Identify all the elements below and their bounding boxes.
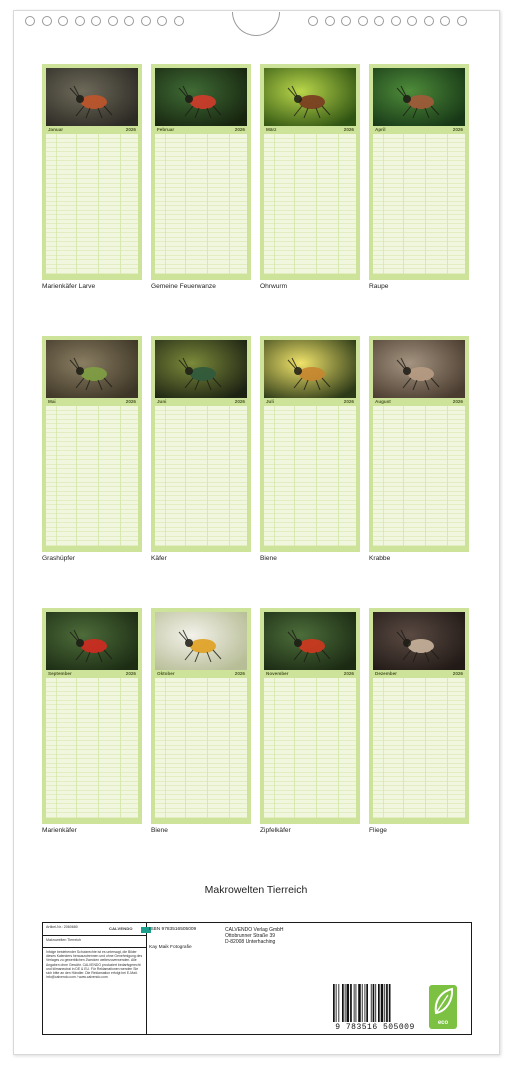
insect-icon (46, 68, 138, 126)
insect-photo (46, 612, 138, 670)
grid-column-line (338, 406, 339, 546)
info-left-column (43, 923, 147, 1034)
month-name: Dezember (375, 671, 397, 676)
month-card-5 (42, 336, 142, 562)
barcode-bar (358, 984, 361, 1022)
insect-icon (46, 612, 138, 670)
month-year: 2026 (125, 671, 136, 676)
month-name: August (375, 399, 391, 404)
insect-icon (373, 612, 465, 670)
insect-icon (155, 68, 247, 126)
photo-caption: Käfer (151, 555, 167, 562)
month-name: April (375, 127, 386, 132)
address-line: CALVENDO Verlag GmbH (225, 927, 284, 933)
month-header (155, 671, 247, 677)
month-name: Juni (157, 399, 167, 404)
leaf-icon (429, 985, 457, 1019)
photo-caption: Gemeine Feuerwanze (151, 283, 216, 290)
insect-photo (46, 68, 138, 126)
eco-label: eco (437, 1020, 449, 1026)
photo-caption: Marienkäfer Larve (42, 283, 96, 290)
month-header (373, 127, 465, 133)
insect-photo (373, 68, 465, 126)
month-year: 2026 (452, 399, 463, 404)
barcode-bar (381, 984, 384, 1022)
grid-column-line (207, 678, 208, 818)
barcode-bar (338, 984, 339, 1022)
calendar-title: Makrowelten Tierreich (204, 884, 308, 896)
photo-caption: Ohrwurm (260, 283, 288, 290)
article-number: Artikel-Nr.: 2060680 (46, 925, 78, 929)
insect-photo (46, 340, 138, 398)
day-grid (264, 678, 356, 818)
month-name: März (266, 127, 277, 132)
month-frame (260, 608, 360, 824)
grid-column-line (185, 678, 186, 818)
day-grid (155, 406, 247, 546)
photo-caption: Zipfelkäfer (260, 827, 291, 834)
month-card-2 (151, 64, 251, 290)
day-grid (264, 406, 356, 546)
month-header (373, 671, 465, 677)
address-line: D-82008 Unterhaching (225, 939, 276, 945)
insect-icon (264, 340, 356, 398)
barcode-bar (366, 984, 368, 1022)
month-year: 2026 (452, 671, 463, 676)
grid-column-line (120, 134, 121, 274)
month-frame (151, 608, 251, 824)
grid-column-line (338, 678, 339, 818)
month-frame (151, 336, 251, 552)
month-frame (369, 336, 469, 552)
grid-column-line (120, 678, 121, 818)
month-year: 2026 (343, 671, 354, 676)
day-grid (373, 678, 465, 818)
month-card-3 (260, 64, 360, 290)
month-card-12 (369, 608, 469, 834)
month-card-4 (369, 64, 469, 290)
photo-caption: Marienkäfer (42, 827, 77, 834)
barcode-bar (342, 984, 344, 1022)
month-header (155, 399, 247, 405)
insect-icon (155, 612, 247, 670)
month-year: 2026 (234, 127, 245, 132)
grid-column-line (98, 134, 99, 274)
grid-column-line (120, 406, 121, 546)
day-grid (46, 678, 138, 818)
photo-caption: Fliege (369, 827, 387, 834)
month-name: Oktober (157, 671, 175, 676)
grid-column-line (98, 678, 99, 818)
barcode-bar (356, 984, 357, 1022)
month-header (373, 399, 465, 405)
article-row (43, 923, 146, 936)
grid-column-line (316, 678, 317, 818)
day-grid (264, 134, 356, 274)
insect-photo (373, 612, 465, 670)
month-year: 2026 (125, 127, 136, 132)
barcode-bar (362, 984, 363, 1022)
month-name: Januar (48, 127, 64, 132)
isbn-column (149, 927, 196, 951)
grid-column-line (425, 678, 426, 818)
grid-column-line (294, 406, 295, 546)
insect-icon (46, 340, 138, 398)
barcode-bar (345, 984, 346, 1022)
month-frame (151, 64, 251, 280)
insect-photo (373, 340, 465, 398)
grid-column-line (316, 406, 317, 546)
grid-column-line (185, 134, 186, 274)
barcode-bar (333, 984, 335, 1022)
month-frame (260, 64, 360, 280)
month-card-8 (369, 336, 469, 562)
month-header (264, 671, 356, 677)
grid-column-line (425, 134, 426, 274)
month-card-7 (260, 336, 360, 562)
barcode-number: 9 783516 505009 (335, 1023, 415, 1032)
grid-column-line (403, 406, 404, 546)
photo-caption: Krabbe (369, 555, 391, 562)
month-header (264, 127, 356, 133)
grid-column-line (76, 134, 77, 274)
grid-column-line (185, 406, 186, 546)
month-card-1 (42, 64, 142, 290)
insect-icon (264, 612, 356, 670)
month-name: Mai (48, 399, 56, 404)
month-name: September (48, 671, 72, 676)
grid-column-line (294, 678, 295, 818)
publisher-address (225, 927, 284, 945)
month-card-10 (151, 608, 251, 834)
month-card-6 (151, 336, 251, 562)
photo-caption: Biene (260, 555, 277, 562)
barcode-bar (378, 984, 380, 1022)
grid-column-line (447, 406, 448, 546)
grid-column-line (425, 406, 426, 546)
barcode-bar (389, 984, 391, 1022)
month-frame (369, 64, 469, 280)
photo-caption: Grashüpfer (42, 555, 75, 562)
grid-column-line (447, 134, 448, 274)
grid-column-line (207, 134, 208, 274)
barcode-bar (373, 984, 375, 1022)
month-header (264, 399, 356, 405)
day-grid (155, 134, 247, 274)
address-line: Ottobrunner Straße 39 (225, 933, 276, 939)
insect-photo (155, 612, 247, 670)
grid-column-line (403, 678, 404, 818)
insect-photo (264, 612, 356, 670)
barcode (331, 984, 417, 1022)
barcode-bar (350, 984, 352, 1022)
barcode-bar (384, 984, 385, 1022)
day-grid (373, 134, 465, 274)
month-year: 2026 (234, 671, 245, 676)
grid-column-line (207, 406, 208, 546)
month-year: 2026 (343, 399, 354, 404)
day-grid (155, 678, 247, 818)
month-name: November (266, 671, 289, 676)
product-title: Makrowelten Tierreich (46, 938, 82, 942)
eco-badge (429, 985, 457, 1029)
barcode-bar (354, 984, 355, 1022)
grid-column-line (76, 678, 77, 818)
grid-column-line (98, 406, 99, 546)
product-info-box (42, 922, 472, 1035)
barcode-bar (336, 984, 337, 1022)
grid-column-line (447, 678, 448, 818)
month-year: 2026 (452, 127, 463, 132)
grid-column-line (229, 678, 230, 818)
month-card-9 (42, 608, 142, 834)
insect-photo (264, 340, 356, 398)
author: Kay Maik Fotografie (149, 945, 192, 950)
month-header (46, 399, 138, 405)
isbn: ISBN 9783516505009 (149, 927, 197, 932)
insect-icon (373, 68, 465, 126)
month-header (46, 671, 138, 677)
photo-caption: Raupe (369, 283, 389, 290)
month-header (155, 127, 247, 133)
month-frame (42, 64, 142, 280)
binding-holes-left (25, 16, 184, 26)
barcode-bar (371, 984, 372, 1022)
product-title-row (43, 936, 146, 948)
day-grid (46, 406, 138, 546)
month-year: 2026 (125, 399, 136, 404)
month-year: 2026 (234, 399, 245, 404)
insect-photo (264, 68, 356, 126)
barcode-bar (347, 984, 350, 1022)
month-frame (369, 608, 469, 824)
grid-column-line (294, 134, 295, 274)
photo-caption: Biene (151, 827, 168, 834)
legal-text: Infolge bestehender Schutzrechte ist es untersagt, die Bilder dieses Kalenders herauszutrennen und ohne Genehmigung des Verlages zu gewerblichen Zwecken weiterzuverwenden. Alle Angaben ohne Gewähr. CALVENDO produziert bedarfsgerecht und klimaneutral in DE & EU. Für Reklamationen wenden Sie sich bitte an den Händler. Die Reklamation erfolgt bei E-Mail: info@calvendo.com / www.calvendo.com (46, 950, 143, 980)
insect-icon (373, 340, 465, 398)
insect-icon (264, 68, 356, 126)
grid-column-line (316, 134, 317, 274)
day-grid (373, 406, 465, 546)
binding-holes-right (308, 16, 467, 26)
month-card-11 (260, 608, 360, 834)
barcode-bar (386, 984, 388, 1022)
month-header (46, 127, 138, 133)
month-frame (42, 608, 142, 824)
barcode-bar (365, 984, 366, 1022)
calvendo-logo-text: CALVENDO (109, 926, 133, 931)
grid-column-line (229, 134, 230, 274)
insect-icon (155, 340, 247, 398)
barcode-bar (375, 984, 376, 1022)
grid-column-line (403, 134, 404, 274)
insect-photo (155, 68, 247, 126)
month-name: Juli (266, 399, 274, 404)
month-name: Februar (157, 127, 175, 132)
month-frame (260, 336, 360, 552)
grid-column-line (338, 134, 339, 274)
insect-photo (155, 340, 247, 398)
month-year: 2026 (343, 127, 354, 132)
month-frame (42, 336, 142, 552)
day-grid (46, 134, 138, 274)
grid-column-line (229, 406, 230, 546)
grid-column-line (76, 406, 77, 546)
